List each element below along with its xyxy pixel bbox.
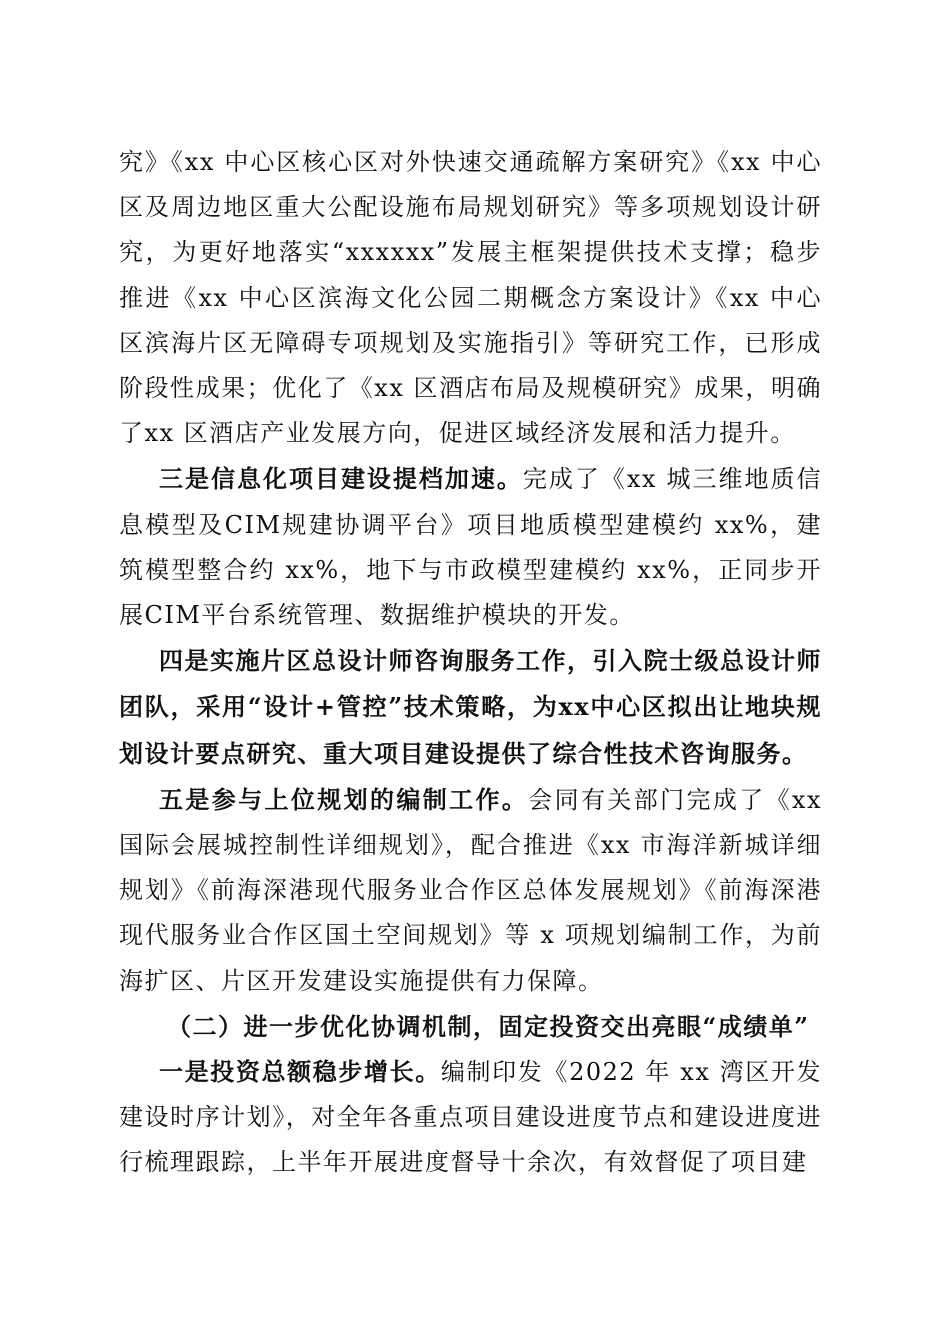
paragraph-lead: 五是参与上位规划的编制工作。: [159, 784, 529, 814]
paragraph-text: 编制印发《2022 年 xx 湾区开发建设时序计划》，对全年各重点项目建设进度节点和建设进度进行梳理跟踪，上半年开展进度督导十余次，有效督促了项目建: [119, 1058, 822, 1177]
paragraph-upper-planning: [119, 777, 822, 1004]
paragraph-text: 会同有关部门完成了《xx 国际会展城控制性详细规划》，配合推进《xx 市海洋新城详细规划》《前海深港现代服务业合作区总体发展规划》《前海深港现代服务业合作区国土空间规划》等 x 项规划编制工作，为前海扩区、片区开发建设实施提供有力保障。: [119, 785, 823, 995]
paragraph-informatization: [119, 456, 822, 638]
paragraph-investment: [119, 1049, 822, 1186]
paragraph-lead: 一是投资总额稳步增长。: [159, 1057, 441, 1087]
section-heading: （二）进一步优化协调机制，固定投资交出亮眼“成绩单”: [167, 1011, 810, 1041]
paragraph-lead: 四是实施片区总设计师咨询服务工作，引入院士级总设计师团队，采用“设计+管控”技术策略，为xx中心区拟出让地块规划设计要点研究、重大项目建设提供了综合性技术咨询服务。: [119, 646, 822, 768]
paragraph-chief-designer: [119, 638, 822, 777]
paragraph-text: 究》《xx 中心区核心区对外快速交通疏解方案研究》《xx 中心区及周边地区重大公配设施布局规划研究》等多项规划设计研究，为更好地落实“xxxxxx”发展主框架提供技术支撑；稳步推进《xx 中心区滨海文化公园二期概念方案设计》《xx 中心区滨海片区无障碍专项规划及实施指引》等研究工作，已形成阶段性成果；优化了《xx 区酒店布局及规模研究》成果，明确了xx 区酒店产业发展方向，促进区域经济发展和活力提升。: [119, 148, 822, 448]
paragraph-text: 完成了《xx 城三维地质信息模型及CIM规建协调平台》项目地质模型建模约 xx%，建筑模型整合约 xx%，地下与市政模型建模约 xx%，正同步开展CIM平台系统管理、数据维护模块的开发。: [119, 465, 823, 630]
paragraph-lead: 三是信息化项目建设提档加速。: [159, 464, 523, 494]
paragraph-research-continuation: [119, 140, 822, 456]
